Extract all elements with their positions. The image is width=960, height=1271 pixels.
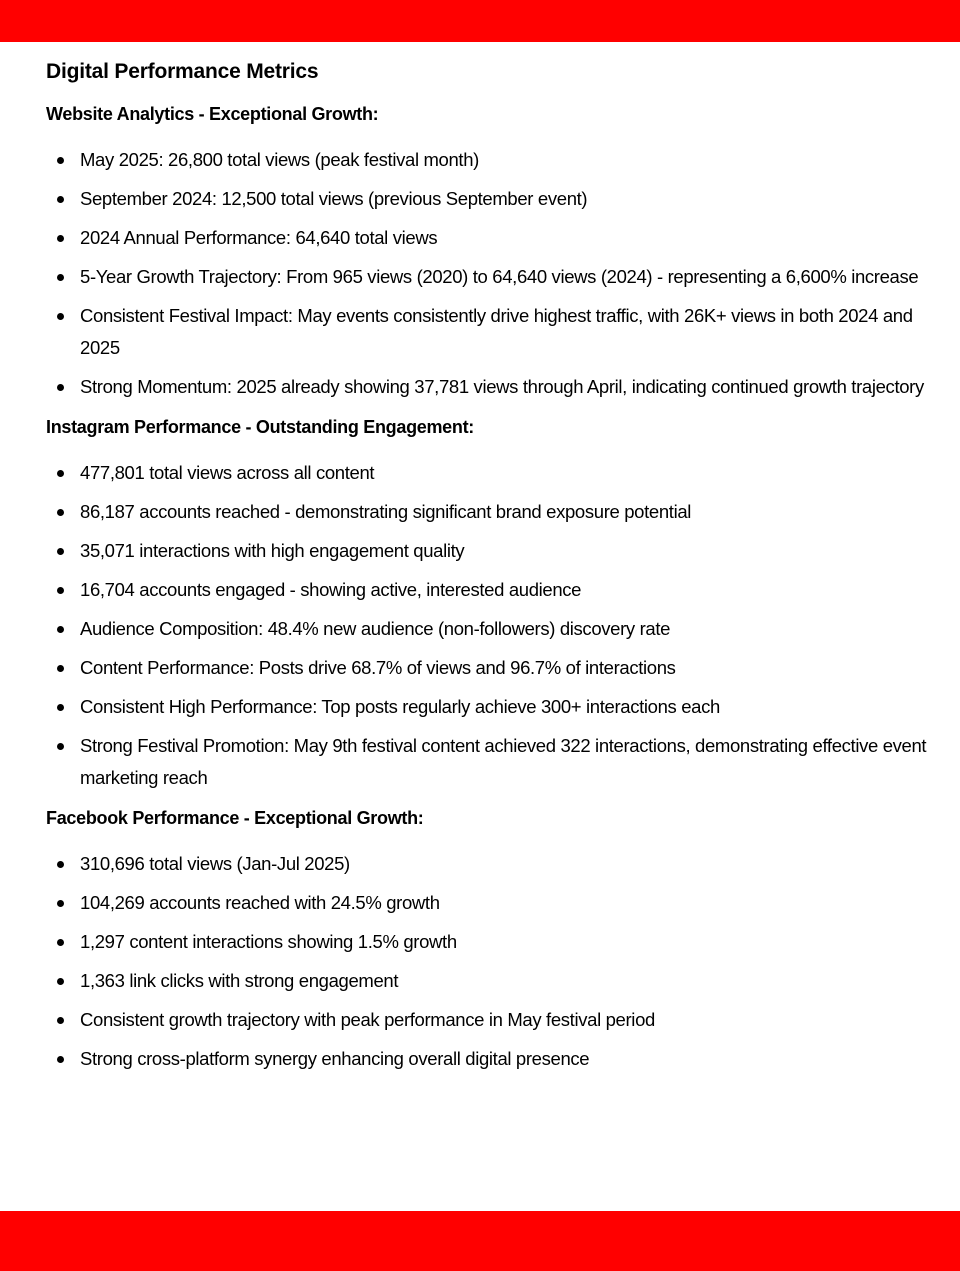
list-item-text: 477,801 total views across all content <box>80 462 375 483</box>
list-item <box>46 183 936 215</box>
bullet-icon <box>57 313 64 320</box>
list-item-text: 5-Year Growth Trajectory: From 965 views (2020) to 64,640 views (2024) - representing a 6,600% increase <box>80 266 919 287</box>
list-item <box>46 652 936 684</box>
list-item <box>46 887 936 919</box>
bullet-icon <box>57 861 64 868</box>
bullet-icon <box>57 704 64 711</box>
list-item <box>46 691 936 723</box>
bullet-icon <box>57 235 64 242</box>
bullet-icon <box>57 743 64 750</box>
facebook-metrics-list <box>46 848 936 1075</box>
list-item-text: Consistent growth trajectory with peak performance in May festival period <box>80 1009 655 1030</box>
bullet-icon <box>57 665 64 672</box>
list-item-text: 1,297 content interactions showing 1.5% growth <box>80 931 457 952</box>
bullet-icon <box>57 978 64 985</box>
footer-band <box>0 1211 960 1271</box>
bullet-icon <box>57 384 64 391</box>
list-item <box>46 457 936 489</box>
list-item-text: 86,187 accounts reached - demonstrating significant brand exposure potential <box>80 501 692 522</box>
facebook-section-title: Facebook Performance - Exceptional Growth: <box>46 808 424 828</box>
list-item <box>46 535 936 567</box>
list-item <box>46 222 936 254</box>
list-item <box>46 1043 936 1075</box>
list-item-text: Consistent High Performance: Top posts regularly achieve 300+ interactions each <box>80 696 720 717</box>
bullet-icon <box>57 274 64 281</box>
list-item-text: Strong Momentum: 2025 already showing 37,781 views through April, indicating continued growth trajectory <box>80 376 924 397</box>
bullet-icon <box>57 157 64 164</box>
list-item-text: 1,363 link clicks with strong engagement <box>80 970 399 991</box>
bullet-icon <box>57 196 64 203</box>
bullet-icon <box>57 587 64 594</box>
list-item-text: Audience Composition: 48.4% new audience (non-followers) discovery rate <box>80 618 671 639</box>
bullet-icon <box>57 1056 64 1063</box>
document-body <box>46 58 936 1082</box>
list-item-text: Strong Festival Promotion: May 9th festival content achieved 322 interactions, demonstrating effective event marketing reach <box>80 735 927 788</box>
list-item-text: September 2024: 12,500 total views (previous September event) <box>80 188 588 209</box>
website-metrics-list <box>46 144 936 403</box>
list-item-text: 104,269 accounts reached with 24.5% growth <box>80 892 440 913</box>
list-item <box>46 848 936 880</box>
bullet-icon <box>57 548 64 555</box>
bullet-icon <box>57 509 64 516</box>
list-item-text: Consistent Festival Impact: May events consistently drive highest traffic, with 26K+ views in both 2024 and 2025 <box>80 305 913 358</box>
list-item <box>46 926 936 958</box>
bullet-icon <box>57 626 64 633</box>
list-item <box>46 261 936 293</box>
list-item <box>46 730 936 794</box>
list-item-text: May 2025: 26,800 total views (peak festival month) <box>80 149 479 170</box>
list-item-text: 35,071 interactions with high engagement quality <box>80 540 465 561</box>
instagram-section-title: Instagram Performance - Outstanding Engagement: <box>46 417 474 437</box>
list-item <box>46 496 936 528</box>
list-item-text: 2024 Annual Performance: 64,640 total views <box>80 227 438 248</box>
list-item <box>46 144 936 176</box>
list-item <box>46 300 936 364</box>
list-item <box>46 371 936 403</box>
bullet-icon <box>57 939 64 946</box>
website-section-title: Website Analytics - Exceptional Growth: <box>46 104 379 124</box>
bullet-icon <box>57 1017 64 1024</box>
list-item <box>46 965 936 997</box>
list-item-text: Content Performance: Posts drive 68.7% of views and 96.7% of interactions <box>80 657 676 678</box>
bullet-icon <box>57 470 64 477</box>
page-title: Digital Performance Metrics <box>46 60 319 83</box>
list-item-text: 16,704 accounts engaged - showing active, interested audience <box>80 579 582 600</box>
list-item <box>46 1004 936 1036</box>
list-item <box>46 574 936 606</box>
list-item-text: Strong cross-platform synergy enhancing overall digital presence <box>80 1048 590 1069</box>
header-band <box>0 0 960 42</box>
bullet-icon <box>57 900 64 907</box>
list-item <box>46 613 936 645</box>
list-item-text: 310,696 total views (Jan-Jul 2025) <box>80 853 350 874</box>
instagram-metrics-list <box>46 457 936 794</box>
